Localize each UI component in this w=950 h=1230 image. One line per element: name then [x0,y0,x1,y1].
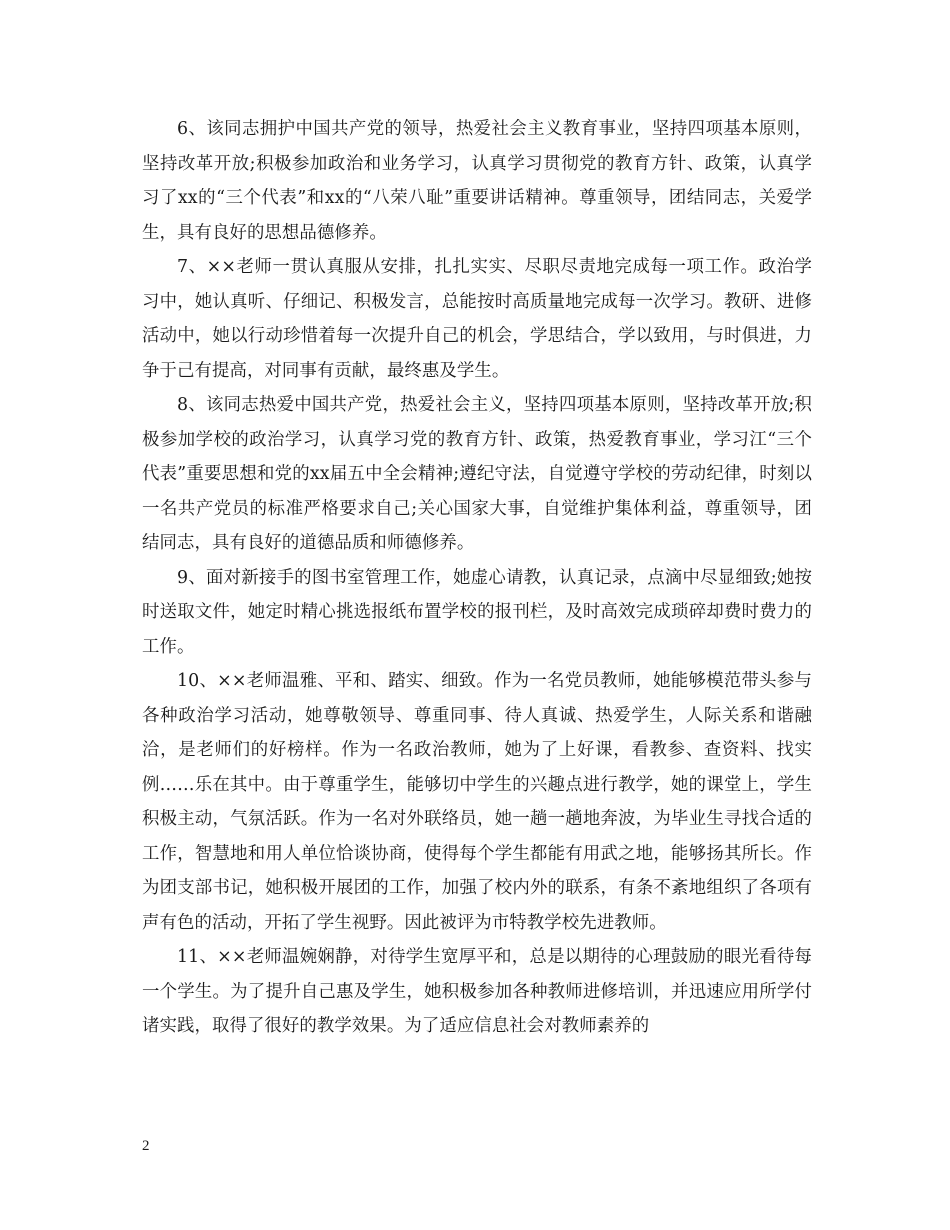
paragraph-11: 11、××老师温婉娴静，对待学生宽厚平和，总是以期待的心理鼓励的眼光看待每一个学生。为了提升自己惠及学生，她积极参加各种教师进修培训，并迅速应用所学付诸实践，取得了很好的教学效果。为了适应信息社会对教师素养的 [142,947,812,1036]
document-body [142,112,812,1044]
paragraph-6: 6、该同志拥护中国共产党的领导，热爱社会主义教育事业，坚持四项基本原则，坚持改革开放;积极参加政治和业务学习，认真学习贯彻党的教育方针、政策，认真学习了xx的“三个代表”和xx的“八荣八耻”重要讲话精神。尊重领导，团结同志，关爱学生，具有良好的思想品德修养。 [142,119,812,243]
paragraph-7: 7、××老师一贯认真服从安排，扎扎实实、尽职尽责地完成每一项工作。政治学习中，她认真听、仔细记、积极发言，总能按时高质量地完成每一次学习。教研、进修活动中，她以行动珍惜着每一次提升自己的机会，学思结合，学以致用，与时俱进，力争于己有提高，对同事有贡献，最终惠及学生。 [142,257,812,381]
paragraph-10: 10、××老师温雅、平和、踏实、细致。作为一名党员教师，她能够模范带头参与各种政治学习活动，她尊敬领导、尊重同事、待人真诚、热爱学生，人际关系和谐融洽，是老师们的好榜样。作为一名政治教师，她为了上好课，看教参、查资料、找实例……乐在其中。由于尊重学生，能够切中学生的兴趣点进行教学，她的课堂上，学生积极主动，气氛活跃。作为一名对外联络员，她一趟一趟地奔波，为毕业生寻找合适的工作，智慧地和用人单位恰谈协商，使得每个学生都能有用武之地，能够扬其所长。作为团支部书记，她积极开展团的工作，加强了校内外的联系，有条不紊地组织了各项有声有色的活动，开拓了学生视野。因此被评为市特教学校先进教师。 [142,671,812,933]
paragraph-9: 9、面对新接手的图书室管理工作，她虚心请教，认真记录，点滴中尽显细致;她按时送取文件，她定时精心挑选报纸布置学校的报刊栏，及时高效完成琐碎却费时费力的工作。 [142,567,812,657]
page-number: 2 [142,1138,150,1154]
paragraph-8: 8、该同志热爱中国共产党，热爱社会主义，坚持四项基本原则，坚持改革开放;积极参加学校的政治学习，认真学习党的教育方针、政策，热爱教育事业，学习江“三个代表”重要思想和党的xx届五中全会精神;遵纪守法，自觉遵守学校的劳动纪律，时刻以一名共产党员的标准严格要求自己;关心国家大事，自觉维护集体利益，尊重领导，团结同志，具有良好的道德品质和师德修养。 [142,395,812,553]
